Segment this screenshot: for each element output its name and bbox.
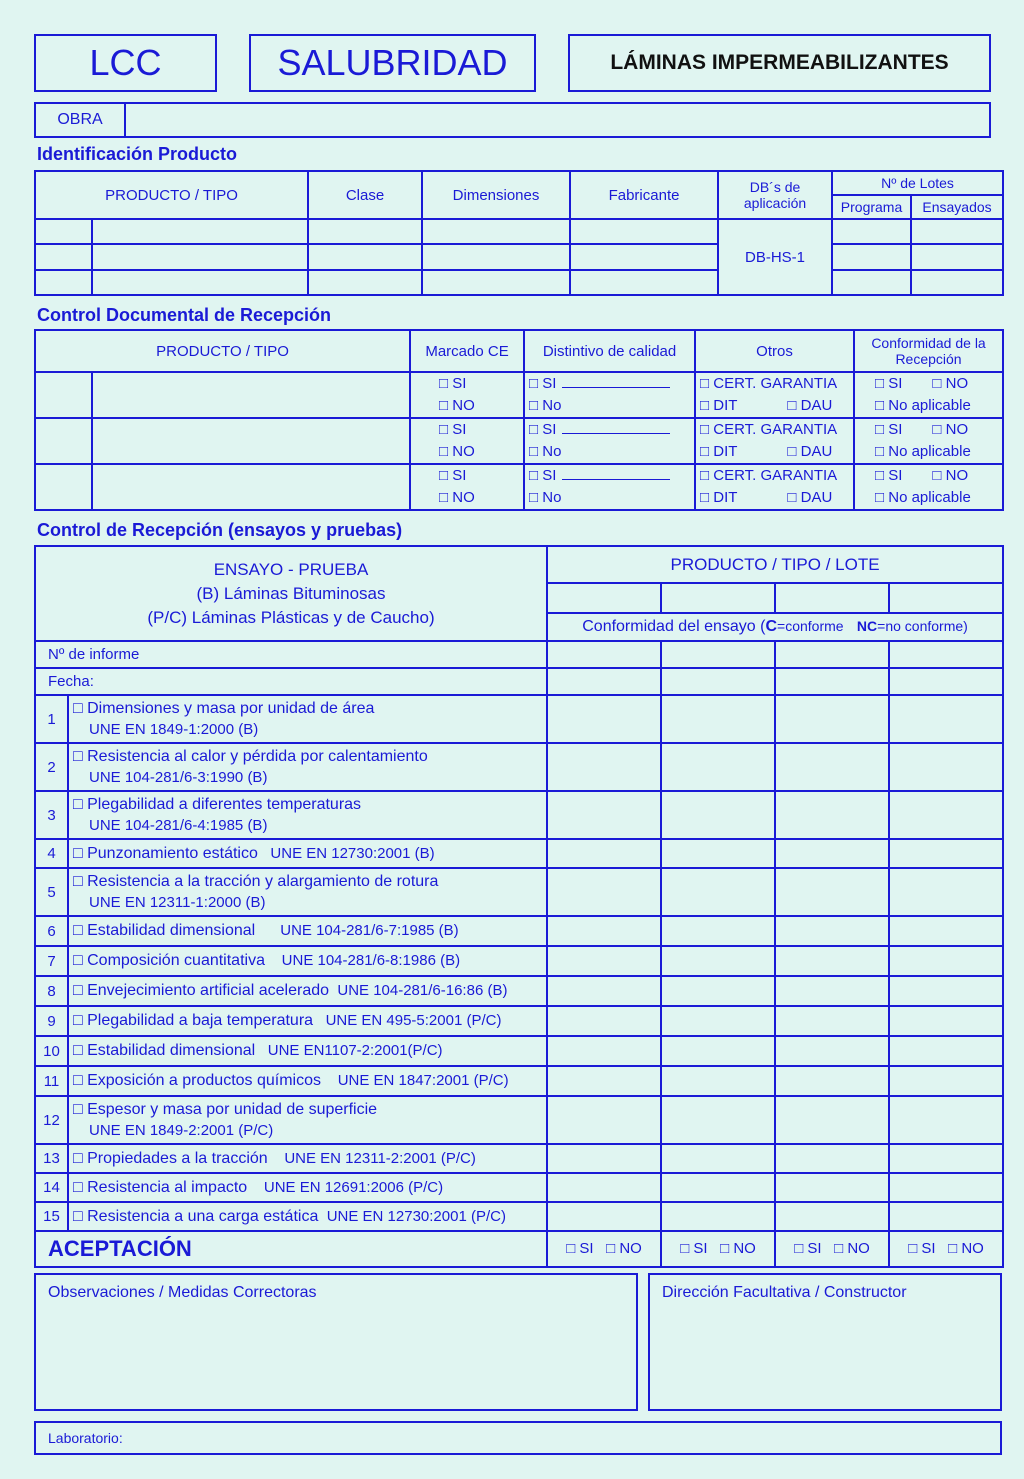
checkbox-no[interactable]: □ NO xyxy=(932,421,969,438)
test-norm: UNE 104-281/6-4:1985 (B) xyxy=(89,817,268,834)
test-norm: UNE EN 1849-1:2000 (B) xyxy=(89,721,259,738)
test-name: □ Plegabilidad a diferentes temperaturas xyxy=(73,796,362,813)
obra-box xyxy=(34,102,991,138)
checkbox-dit[interactable]: □ DIT xyxy=(700,489,738,506)
checkbox-no[interactable]: □ NO xyxy=(439,397,475,414)
checkbox-no[interactable]: □ NO xyxy=(932,375,969,392)
checkbox-dit[interactable]: □ DIT xyxy=(700,397,738,414)
observaciones-box[interactable] xyxy=(34,1273,638,1411)
documental-table xyxy=(34,329,1004,511)
checkbox-dau[interactable]: □ DAU xyxy=(787,397,833,414)
checkbox-no[interactable]: □ NO xyxy=(439,489,475,506)
test-row: 12 □ Espesor y masa por unidad de superficie UNE EN 1849-2:2001 (P/C) xyxy=(35,1096,1003,1144)
obra-field[interactable] xyxy=(128,104,989,136)
test-row: 6 □ Estabilidad dimensional UNE 104-281/6-7:1985 (B) xyxy=(35,916,1003,946)
checkbox-si[interactable]: □ SI xyxy=(875,375,903,392)
aceptacion-row xyxy=(35,1231,1003,1267)
test-name: □ Propiedades a la tracción xyxy=(73,1149,268,1167)
checkbox-no[interactable]: □ NO xyxy=(834,1240,870,1257)
checkbox-si[interactable]: □ SI xyxy=(439,421,467,438)
test-name: □ Estabilidad dimensional xyxy=(73,1042,256,1059)
checkbox-si[interactable]: □ SI xyxy=(566,1240,594,1257)
test-row: 3 □ Plegabilidad a diferentes temperaturas UNE 104-281/6-4:1985 (B) xyxy=(35,791,1003,839)
ensayo-header: ENSAYO - PRUEBA (B) Láminas Bituminosas (P/C) Láminas Plásticas y de Caucho) xyxy=(35,546,547,641)
test-norm: UNE 104-281/6-16:86 (B) xyxy=(337,982,508,999)
test-norm: UNE 104-281/6-7:1985 (B) xyxy=(280,922,459,939)
checkbox-no[interactable]: □ No xyxy=(529,489,562,506)
doc-col-conformidad: Conformidad de la Recepción xyxy=(854,330,1003,372)
col-clase: Clase xyxy=(308,171,422,219)
checkbox-si[interactable]: □ SI xyxy=(908,1240,936,1257)
test-name: □ Exposición a productos químicos xyxy=(73,1072,322,1089)
doc-row xyxy=(35,372,1003,418)
test-row: 9 □ Plegabilidad a baja temperatura UNE EN 495-5:2001 (P/C) xyxy=(35,1006,1003,1036)
doc-col-marcado: Marcado CE xyxy=(410,330,524,372)
test-row: 8 □ Envejecimiento artificial acelerado UNE 104-281/6-16:86 (B) xyxy=(35,976,1003,1006)
aceptacion-label: ACEPTACIÓN xyxy=(35,1231,547,1267)
checkbox-dau[interactable]: □ DAU xyxy=(787,443,833,460)
test-norm: UNE EN 1847:2001 (P/C) xyxy=(337,1072,509,1089)
col-fabricante: Fabricante xyxy=(570,171,718,219)
direccion-label: Dirección Facultativa / Constructor xyxy=(662,1284,907,1301)
test-name: □ Resistencia al impacto xyxy=(73,1178,248,1196)
checkbox-dit[interactable]: □ DIT xyxy=(700,443,738,460)
checkbox-si[interactable]: □ SI xyxy=(439,375,467,392)
checkbox-si[interactable]: □ SI xyxy=(529,419,690,441)
checkbox-no[interactable]: □ No xyxy=(529,443,562,460)
test-name: □ Estabilidad dimensional xyxy=(73,922,256,939)
test-name: □ Resistencia al calor y pérdida por calentamiento xyxy=(73,748,428,765)
doc-col-distintivo: Distintivo de calidad xyxy=(524,330,695,372)
col-dimensiones: Dimensiones xyxy=(422,171,570,219)
checkbox-si[interactable]: □ SI xyxy=(794,1240,822,1257)
test-norm: UNE EN 12311-1:2000 (B) xyxy=(89,894,266,911)
doc-col-otros: Otros xyxy=(695,330,854,372)
test-name: □ Envejecimiento artificial acelerado xyxy=(73,982,330,999)
test-row: 10 □ Estabilidad dimensional UNE EN1107-2:2001(P/C) xyxy=(35,1036,1003,1066)
doc-col-producto: PRODUCTO / TIPO xyxy=(35,330,410,372)
checkbox-no-aplicable[interactable]: □ No aplicable xyxy=(875,489,971,506)
checkbox-si[interactable]: □ SI xyxy=(529,373,690,395)
test-row: 13 □ Propiedades a la tracción UNE EN 12311-2:2001 (P/C) xyxy=(35,1144,1003,1173)
checkbox-si[interactable]: □ SI xyxy=(439,467,467,484)
test-norm: UNE EN 495-5:2001 (P/C) xyxy=(325,1012,502,1029)
checkbox-no[interactable]: □ NO xyxy=(439,443,475,460)
db-value: DB-HS-1 xyxy=(718,219,832,295)
test-name: □ Plegabilidad a baja temperatura xyxy=(73,1012,314,1029)
col-ensayados: Ensayados xyxy=(911,195,1003,219)
checkbox-no-aplicable[interactable]: □ No aplicable xyxy=(875,443,971,460)
checkbox-no[interactable]: □ NO xyxy=(948,1240,984,1257)
test-row: 15 □ Resistencia a una carga estática UNE EN 12730:2001 (P/C) xyxy=(35,1202,1003,1231)
test-name: □ Composición cuantitativa xyxy=(73,952,265,969)
test-row: 2 □ Resistencia al calor y pérdida por calentamiento UNE 104-281/6-3:1990 (B) xyxy=(35,743,1003,791)
checkbox-si[interactable]: □ SI xyxy=(680,1240,708,1257)
test-name: □ Espesor y masa por unidad de superficie xyxy=(73,1101,378,1118)
test-norm: UNE 104-281/6-3:1990 (B) xyxy=(89,769,268,786)
checkbox-cert[interactable]: □ CERT. GARANTIA xyxy=(700,375,838,392)
col-dbs: DB´s de aplicación xyxy=(718,171,832,219)
col-producto: PRODUCTO / TIPO xyxy=(35,171,308,219)
section-recepcion: Control de Recepción (ensayos y pruebas) xyxy=(37,520,403,540)
checkbox-si[interactable]: □ SI xyxy=(875,421,903,438)
observaciones-label: Observaciones / Medidas Correctoras xyxy=(48,1284,317,1301)
test-row: 7 □ Composición cuantitativa UNE 104-281/6-8:1986 (B) xyxy=(35,946,1003,976)
checkbox-no[interactable]: □ NO xyxy=(606,1240,642,1257)
fecha-label: Fecha: xyxy=(35,668,547,695)
checkbox-cert[interactable]: □ CERT. GARANTIA xyxy=(700,421,838,438)
checkbox-no[interactable]: □ No xyxy=(529,397,562,414)
checkbox-no[interactable]: □ NO xyxy=(932,467,969,484)
recepcion-table xyxy=(34,545,1004,1268)
test-row: 4 □ Punzonamiento estático UNE EN 12730:2001 (B) xyxy=(35,839,1003,868)
test-row: 5 □ Resistencia a la tracción y alargamiento de rotura UNE EN 12311-1:2000 (B) xyxy=(35,868,1003,916)
test-norm: UNE EN 1849-2:2001 (P/C) xyxy=(89,1122,274,1139)
checkbox-si[interactable]: □ SI xyxy=(875,467,903,484)
checkbox-si[interactable]: □ SI xyxy=(529,465,690,487)
test-row: 1 □ Dimensiones y masa por unidad de área UNE EN 1849-1:2000 (B) xyxy=(35,695,1003,743)
test-norm: UNE EN 12691:2006 (P/C) xyxy=(263,1178,444,1196)
page-title: LÁMINAS IMPERMEABILIZANTES xyxy=(568,34,991,92)
checkbox-no[interactable]: □ NO xyxy=(720,1240,756,1257)
test-row: 14 □ Resistencia al impacto UNE EN 12691:2006 (P/C) xyxy=(35,1173,1003,1202)
checkbox-dau[interactable]: □ DAU xyxy=(787,489,833,506)
col-programa: Programa xyxy=(832,195,911,219)
test-name: □ Punzonamiento estático xyxy=(73,844,258,862)
doc-row xyxy=(35,418,1003,464)
test-norm: UNE EN 12311-2:2001 (P/C) xyxy=(284,1149,476,1167)
conformidad-legend: Conformidad del ensayo (C=conforme NC=no conforme) xyxy=(547,613,1003,641)
test-name: □ Resistencia a una carga estática xyxy=(73,1207,319,1225)
lcc-title: LCC xyxy=(34,34,217,92)
producto-lote-header: PRODUCTO / TIPO / LOTE xyxy=(547,546,1003,583)
checkbox-cert[interactable]: □ CERT. GARANTIA xyxy=(700,467,838,484)
test-norm: UNE EN1107-2:2001(P/C) xyxy=(267,1042,443,1059)
test-row: 11 □ Exposición a productos químicos UNE EN 1847:2001 (P/C) xyxy=(35,1066,1003,1096)
test-norm: UNE EN 12730:2001 (P/C) xyxy=(326,1207,506,1225)
section-documental: Control Documental de Recepción xyxy=(37,305,332,325)
col-lotes: Nº de Lotes xyxy=(832,171,1003,195)
test-norm: UNE EN 12730:2001 (B) xyxy=(270,844,435,862)
test-norm: UNE 104-281/6-8:1986 (B) xyxy=(281,952,461,969)
obra-label: OBRA xyxy=(36,104,126,136)
test-name: □ Dimensiones y masa por unidad de área xyxy=(73,700,375,717)
laboratorio-box[interactable] xyxy=(34,1421,1002,1455)
category-title: SALUBRIDAD xyxy=(249,34,536,92)
identificacion-table xyxy=(34,170,1004,296)
checkbox-no-aplicable[interactable]: □ No aplicable xyxy=(875,397,971,414)
doc-row xyxy=(35,464,1003,510)
laboratorio-label: Laboratorio: xyxy=(48,1430,123,1446)
n-informe-label: Nº de informe xyxy=(35,641,547,668)
test-name: □ Resistencia a la tracción y alargamiento de rotura xyxy=(73,873,439,890)
direccion-box[interactable] xyxy=(648,1273,1002,1411)
section-identificacion: Identificación Producto xyxy=(37,144,238,164)
